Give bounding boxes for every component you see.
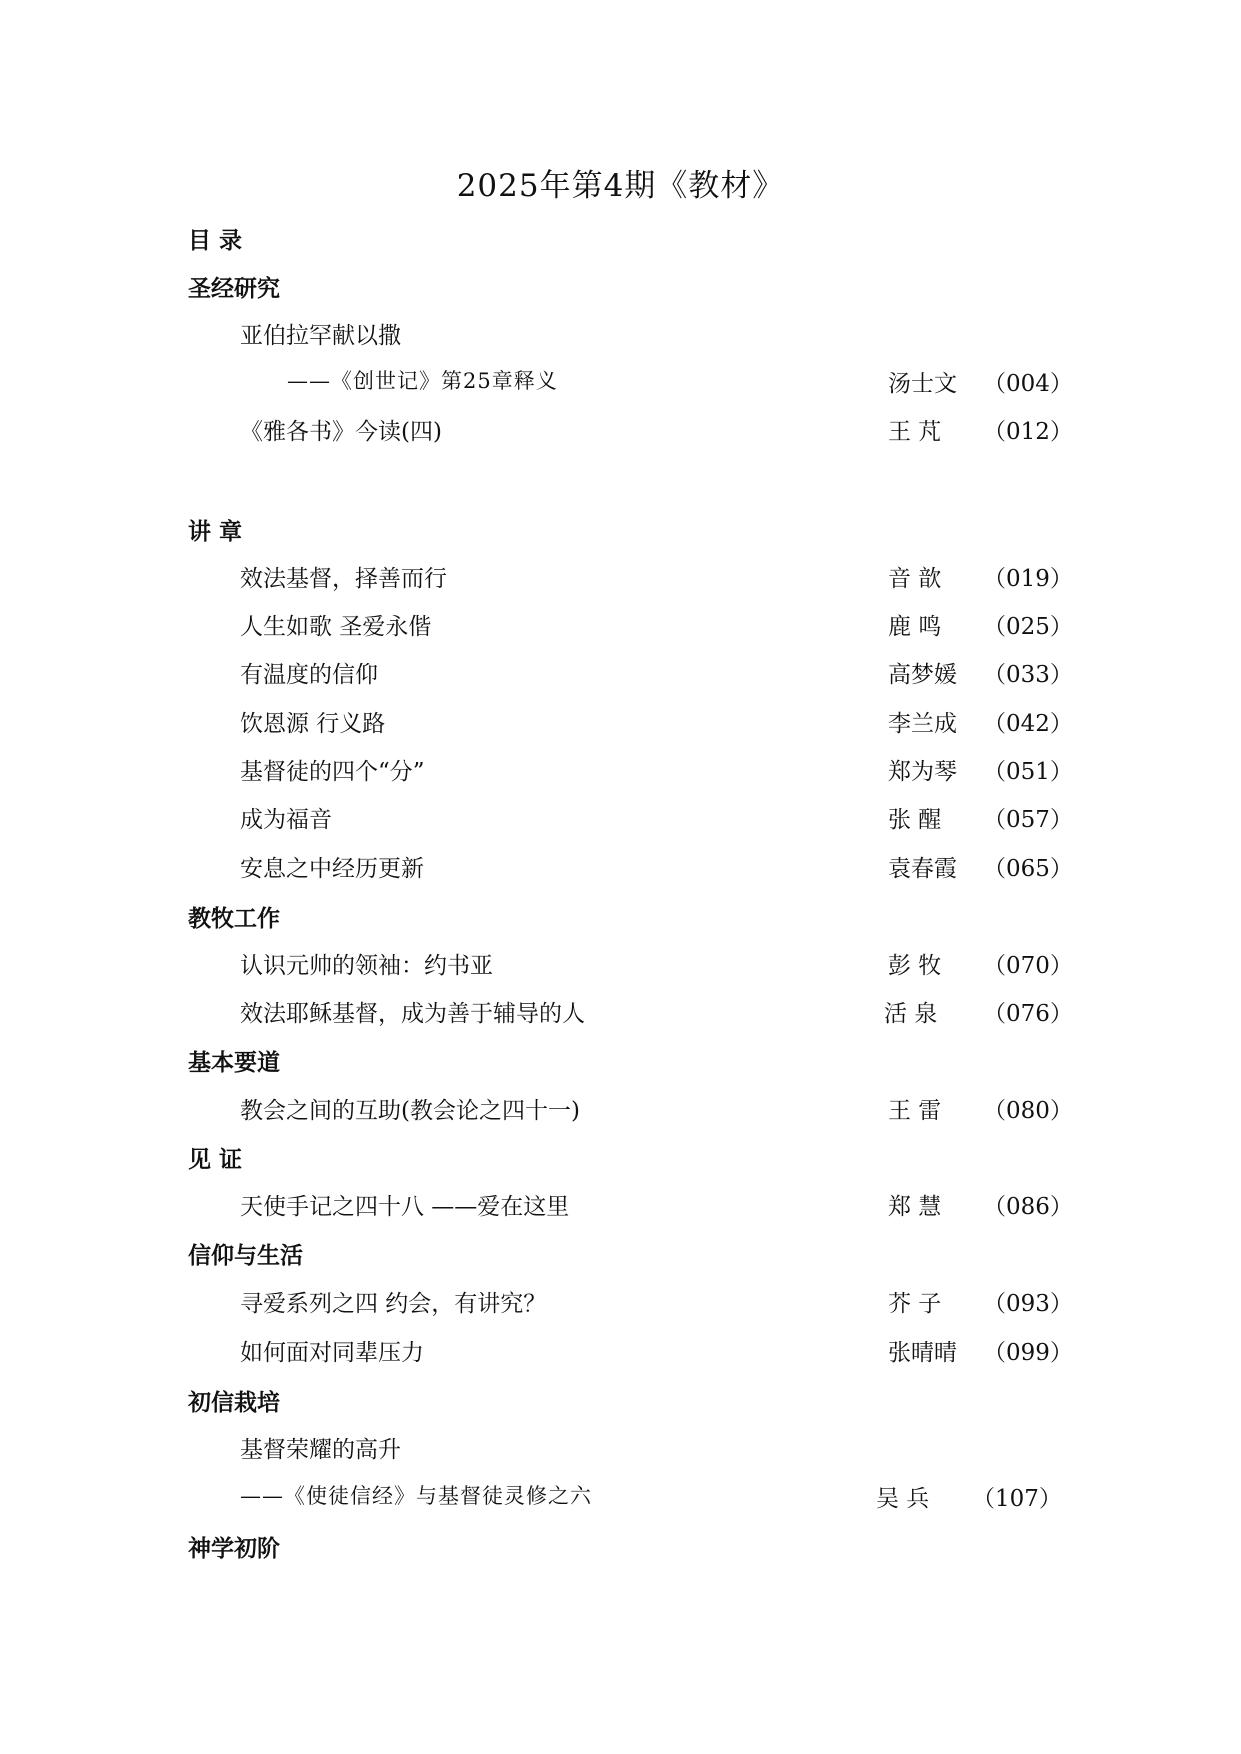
entry-author: 张 醒 <box>888 807 942 833</box>
entry-page: （057） <box>983 807 1073 833</box>
entry-page: （012） <box>983 419 1073 445</box>
section-heading: 初信栽培 <box>188 1390 280 1416</box>
entry-author: 郑为琴 <box>888 759 957 785</box>
entry-page: （070） <box>983 953 1073 979</box>
toc-entry <box>0 801 1241 833</box>
entry-title: 基督荣耀的高升 <box>240 1437 401 1463</box>
entry-subtitle: ——《使徒信经》与基督徒灵修之六 <box>240 1484 592 1508</box>
toc-entry <box>0 365 1241 397</box>
entry-author: 王 雷 <box>888 1098 942 1124</box>
entry-page: （080） <box>983 1098 1073 1124</box>
toc-label: 目 录 <box>188 228 243 254</box>
entry-title: 效法基督，择善而行 <box>240 566 447 592</box>
section-heading: 圣经研究 <box>188 276 280 302</box>
entry-author: 袁春霞 <box>888 856 957 882</box>
entry-page: （076） <box>983 1001 1073 1027</box>
toc-entry <box>0 317 1241 349</box>
entry-author: 彭 牧 <box>888 953 942 979</box>
entry-page: （004） <box>983 371 1073 397</box>
page-title: 2025年第4期《教材》 <box>456 168 785 204</box>
entry-page: （065） <box>983 856 1073 882</box>
entry-author: 音 歆 <box>888 566 942 592</box>
entry-author: 鹿 鸣 <box>888 614 942 640</box>
entry-author: 郑 慧 <box>888 1194 942 1220</box>
entry-title: 亚伯拉罕献以撒 <box>240 323 401 349</box>
entry-page: （025） <box>983 614 1073 640</box>
entry-title: 基督徒的四个“分” <box>240 759 425 785</box>
toc-entry <box>0 560 1241 592</box>
entry-title: 《雅各书》今读(四) <box>240 419 442 445</box>
section-heading: 信仰与生活 <box>188 1243 303 1269</box>
toc-entry <box>0 656 1241 688</box>
entry-author: 吴 兵 <box>876 1486 930 1512</box>
entry-title: 如何面对同辈压力 <box>240 1340 424 1366</box>
toc-entry <box>0 705 1241 737</box>
entry-title: 人生如歌 圣爱永偕 <box>240 614 432 640</box>
entry-author: 汤士文 <box>888 371 957 397</box>
section-heading: 基本要道 <box>188 1050 280 1076</box>
toc-entry <box>0 413 1241 445</box>
toc-entry <box>0 1188 1241 1220</box>
toc-entry <box>0 947 1241 979</box>
entry-author: 李兰成 <box>888 711 957 737</box>
entry-title: 认识元帅的领袖：约书亚 <box>240 953 493 979</box>
entry-page: （093） <box>983 1291 1073 1317</box>
toc-entry <box>0 1285 1241 1317</box>
toc-entry <box>0 1431 1241 1463</box>
entry-page: （042） <box>983 711 1073 737</box>
entry-title: 天使手记之四十八 ——爱在这里 <box>240 1194 570 1220</box>
entry-page: （086） <box>983 1194 1073 1220</box>
section-heading: 神学初阶 <box>188 1536 280 1562</box>
toc-entry <box>0 1334 1241 1366</box>
toc-entry <box>0 850 1241 882</box>
section-heading: 讲 章 <box>188 519 243 545</box>
toc-entry <box>0 1092 1241 1124</box>
entry-title: 有温度的信仰 <box>240 662 378 688</box>
entry-author: 王 芃 <box>888 419 942 445</box>
entry-page: （099） <box>983 1340 1073 1366</box>
entry-title: 安息之中经历更新 <box>240 856 424 882</box>
entry-title: 教会之间的互助(教会论之四十一) <box>240 1098 580 1124</box>
entry-page: （107） <box>972 1486 1062 1512</box>
entry-title: 效法耶稣基督，成为善于辅导的人 <box>240 1001 585 1027</box>
toc-entry <box>0 995 1241 1027</box>
toc-entry <box>0 753 1241 785</box>
entry-page: （033） <box>983 662 1073 688</box>
entry-page: （051） <box>983 759 1073 785</box>
entry-author: 芥 子 <box>888 1291 942 1317</box>
entry-author: 张晴晴 <box>888 1340 957 1366</box>
entry-page: （019） <box>983 566 1073 592</box>
section-heading: 教牧工作 <box>188 906 280 932</box>
entry-title: 成为福音 <box>240 807 332 833</box>
toc-entry <box>0 1480 1241 1512</box>
entry-subtitle: ——《创世记》第25章释义 <box>287 369 558 393</box>
toc-entry <box>0 608 1241 640</box>
entry-title: 寻爱系列之四 约会，有讲究？ <box>240 1291 547 1317</box>
entry-author: 高梦媛 <box>888 662 957 688</box>
entry-author: 活 泉 <box>884 1001 938 1027</box>
section-heading: 见 证 <box>188 1147 243 1173</box>
entry-title: 饮恩源 行义路 <box>240 711 386 737</box>
